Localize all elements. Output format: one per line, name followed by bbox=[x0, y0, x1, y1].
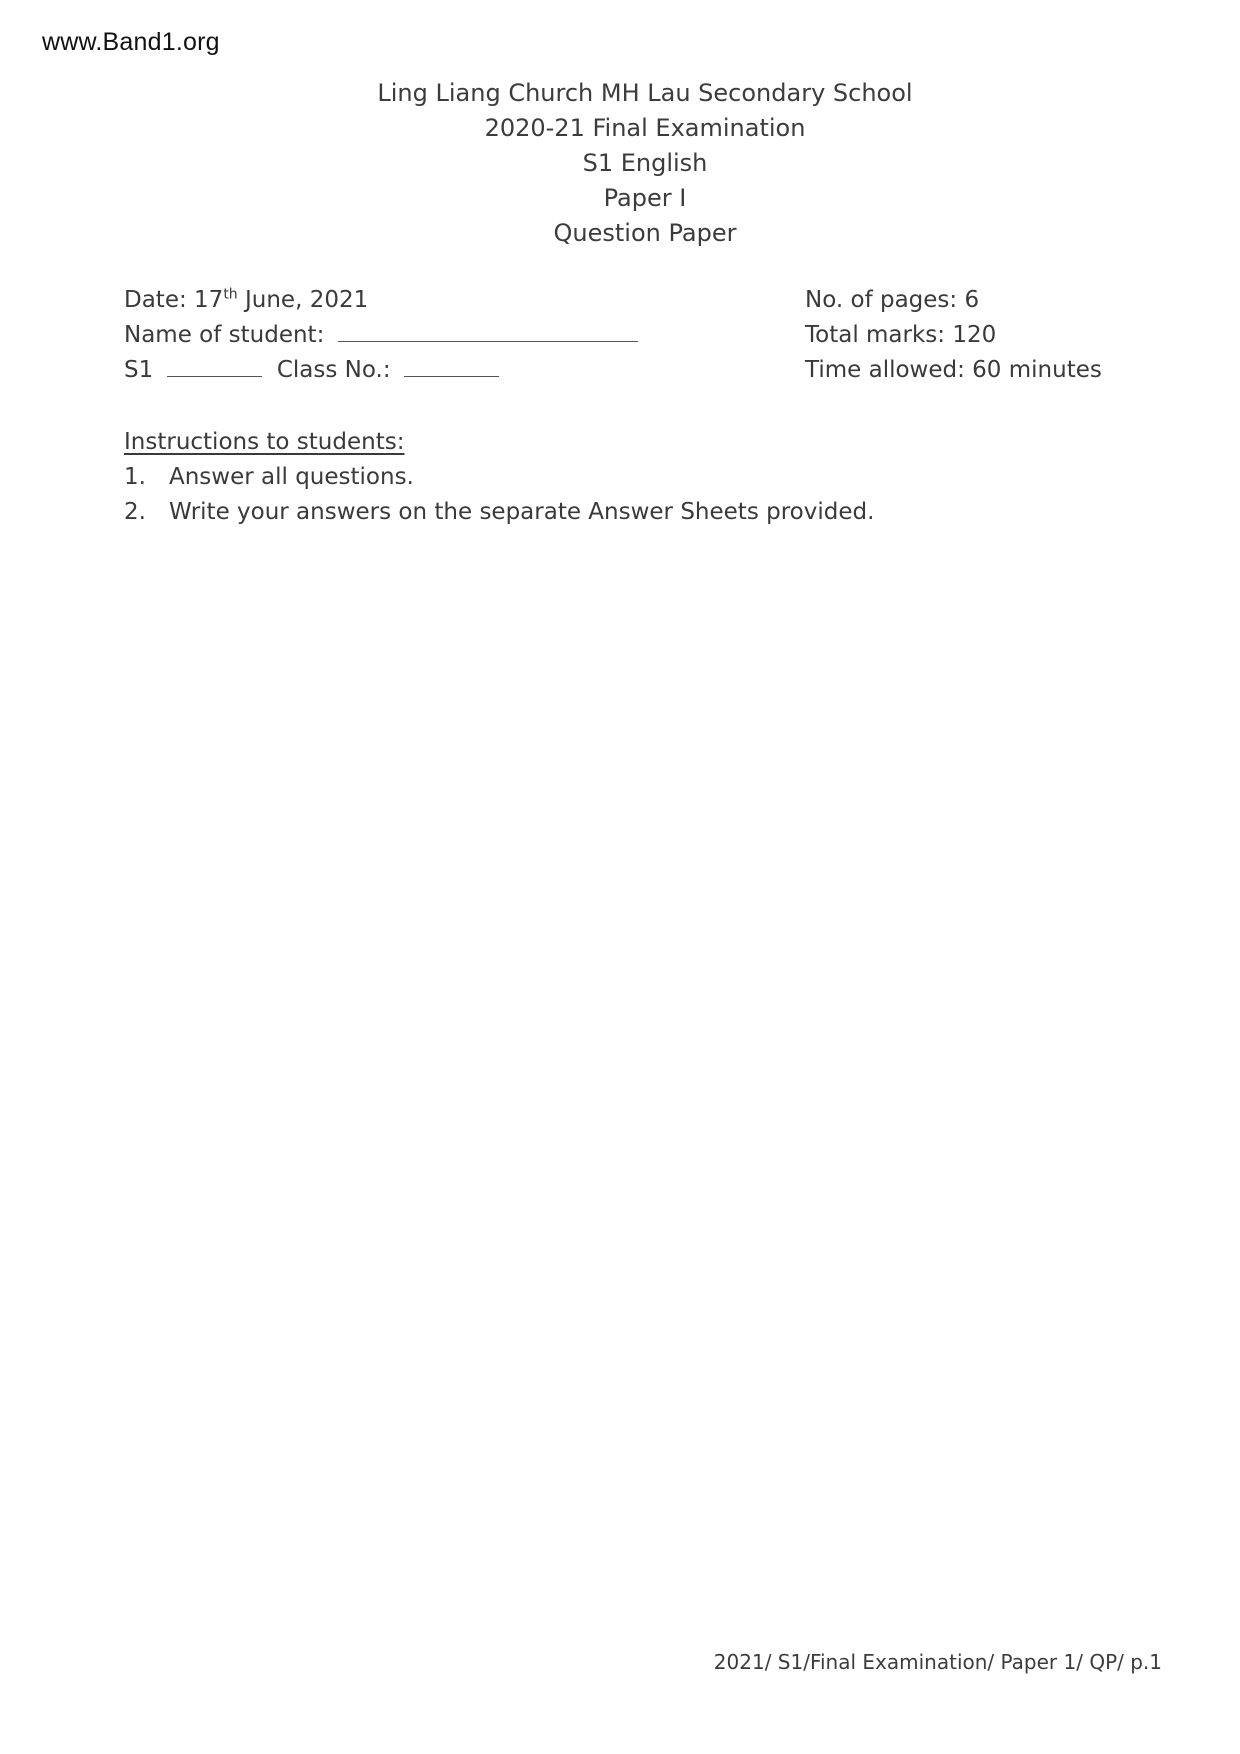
exam-date bbox=[124, 283, 638, 318]
paper-title: Paper I bbox=[603, 184, 687, 212]
document-type: Question Paper bbox=[553, 219, 737, 247]
instructions bbox=[124, 425, 874, 530]
date-label: Date: 17 bbox=[124, 287, 224, 313]
instruction-number: 2. bbox=[124, 499, 146, 525]
class-blank[interactable] bbox=[167, 356, 262, 377]
student-name-blank[interactable] bbox=[338, 321, 638, 342]
class-no-blank[interactable] bbox=[404, 356, 499, 377]
exam-title: 2020-21 Final Examination bbox=[484, 114, 806, 142]
exam-header bbox=[0, 76, 1240, 251]
class-no-label: Class No.: bbox=[276, 357, 391, 383]
instruction-text: Write your answers on the separate Answer Sheets provided. bbox=[169, 499, 875, 525]
page-count: No. of pages: 6 bbox=[805, 287, 980, 313]
instruction-item bbox=[124, 495, 874, 530]
instruction-item bbox=[124, 460, 874, 495]
student-name-row bbox=[124, 318, 638, 353]
time-allowed: Time allowed: 60 minutes bbox=[805, 357, 1102, 383]
instruction-number: 1. bbox=[124, 464, 146, 490]
instructions-title: Instructions to students: bbox=[124, 429, 405, 455]
instruction-text: Answer all questions. bbox=[169, 464, 414, 490]
total-marks: Total marks: 120 bbox=[805, 322, 997, 348]
watermark-url: www.Band1.org bbox=[42, 28, 220, 56]
subject-title: S1 English bbox=[582, 149, 708, 177]
student-name-label: Name of student: bbox=[124, 322, 325, 348]
paper-info bbox=[805, 283, 1102, 388]
student-info bbox=[124, 283, 638, 388]
page-footer: 2021/ S1/Final Examination/ Paper 1/ QP/ p.1 bbox=[713, 1650, 1162, 1674]
class-prefix: S1 bbox=[124, 357, 154, 383]
date-rest: June, 2021 bbox=[237, 287, 369, 313]
school-name: Ling Liang Church MH Lau Secondary School bbox=[377, 79, 913, 107]
class-row bbox=[124, 353, 638, 388]
date-superscript: th bbox=[223, 286, 238, 303]
